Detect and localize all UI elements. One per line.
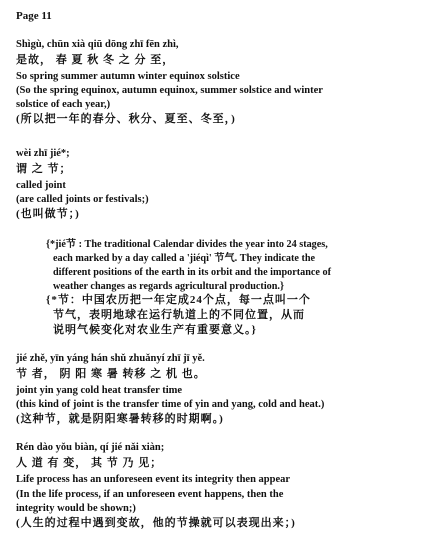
english-line-1: (So the spring equinox, autumn equinox, summer solstice and winter	[16, 85, 323, 96]
chinese-line-4: 人 道 有 变， 其 节 乃 见；	[16, 457, 163, 469]
pinyin-line-1: Shìgù, chūn xià qiū dōng zhī fēn zhì,	[16, 39, 179, 50]
pinyin-line-2: wèi zhī jié*;	[16, 148, 70, 159]
pinyin-line-3: jié zhě, yīn yáng hán shǔ zhuǎnyí zhī jī yě.	[16, 353, 205, 364]
note-chinese-1: {*节：中国农历把一年定成24个点，每一点叫一个	[46, 294, 311, 306]
english-line-1b: solstice of each year,)	[16, 99, 111, 110]
gloss-line-4: Life process has an unforeseen event its integrity then appear	[16, 474, 291, 485]
english-line-4: (In the life process, if an unforeseen event happens, then the	[16, 489, 284, 500]
gloss-line-3: joint yin yang cold heat transfer time	[16, 385, 183, 396]
chinese-line-3: 节 者， 阴 阳 寒 暑 转移 之 机 也。	[16, 368, 206, 380]
gloss-line-1: So spring summer autumn winter equinox solstice	[16, 71, 240, 82]
note-english-1: {*jié节 : The traditional Calendar divides the year into 24 stages,	[46, 239, 328, 250]
gloss-line-2: called joint	[16, 180, 66, 191]
english-line-2: (are called joints or festivals;)	[16, 194, 149, 205]
note-english-2: each marked by a day called a 'jiéqì' 节气. They indicate the	[53, 253, 316, 264]
note-chinese-3: 说明气候变化对农业生产有重要意义。}	[53, 324, 257, 336]
chinese-translation-3: (这种节，就是阴阳寒暑转移的时期啊。)	[16, 413, 224, 425]
pinyin-line-4: Rén dào yǒu biàn, qí jié nǎi xiàn;	[16, 442, 165, 453]
chinese-line-2: 谓 之 节；	[16, 163, 72, 175]
chinese-translation-4: (人生的过程中遇到变故，他的节操就可以表现出来；)	[16, 517, 296, 529]
chinese-line-1: 是故， 春 夏 秋 冬 之 分 至，	[16, 54, 175, 66]
chinese-translation-2: (也叫做节；)	[16, 208, 80, 220]
page-label: Page 11	[16, 10, 52, 22]
note-chinese-2: 节气，表明地球在运行轨道上的不同位置，从而	[53, 309, 305, 321]
english-line-4b: integrity would be shown;)	[16, 503, 136, 514]
english-line-3: (this kind of joint is the transfer time of yin and yang, cold and heat.)	[16, 399, 325, 410]
chinese-translation-1: (所以把一年的春分、秋分、夏至、冬至，)	[16, 113, 236, 125]
note-english-4: weather changes as regards agricultural production.}	[53, 281, 284, 292]
note-english-3: different positions of the earth in its orbit and the importance of	[53, 267, 331, 278]
